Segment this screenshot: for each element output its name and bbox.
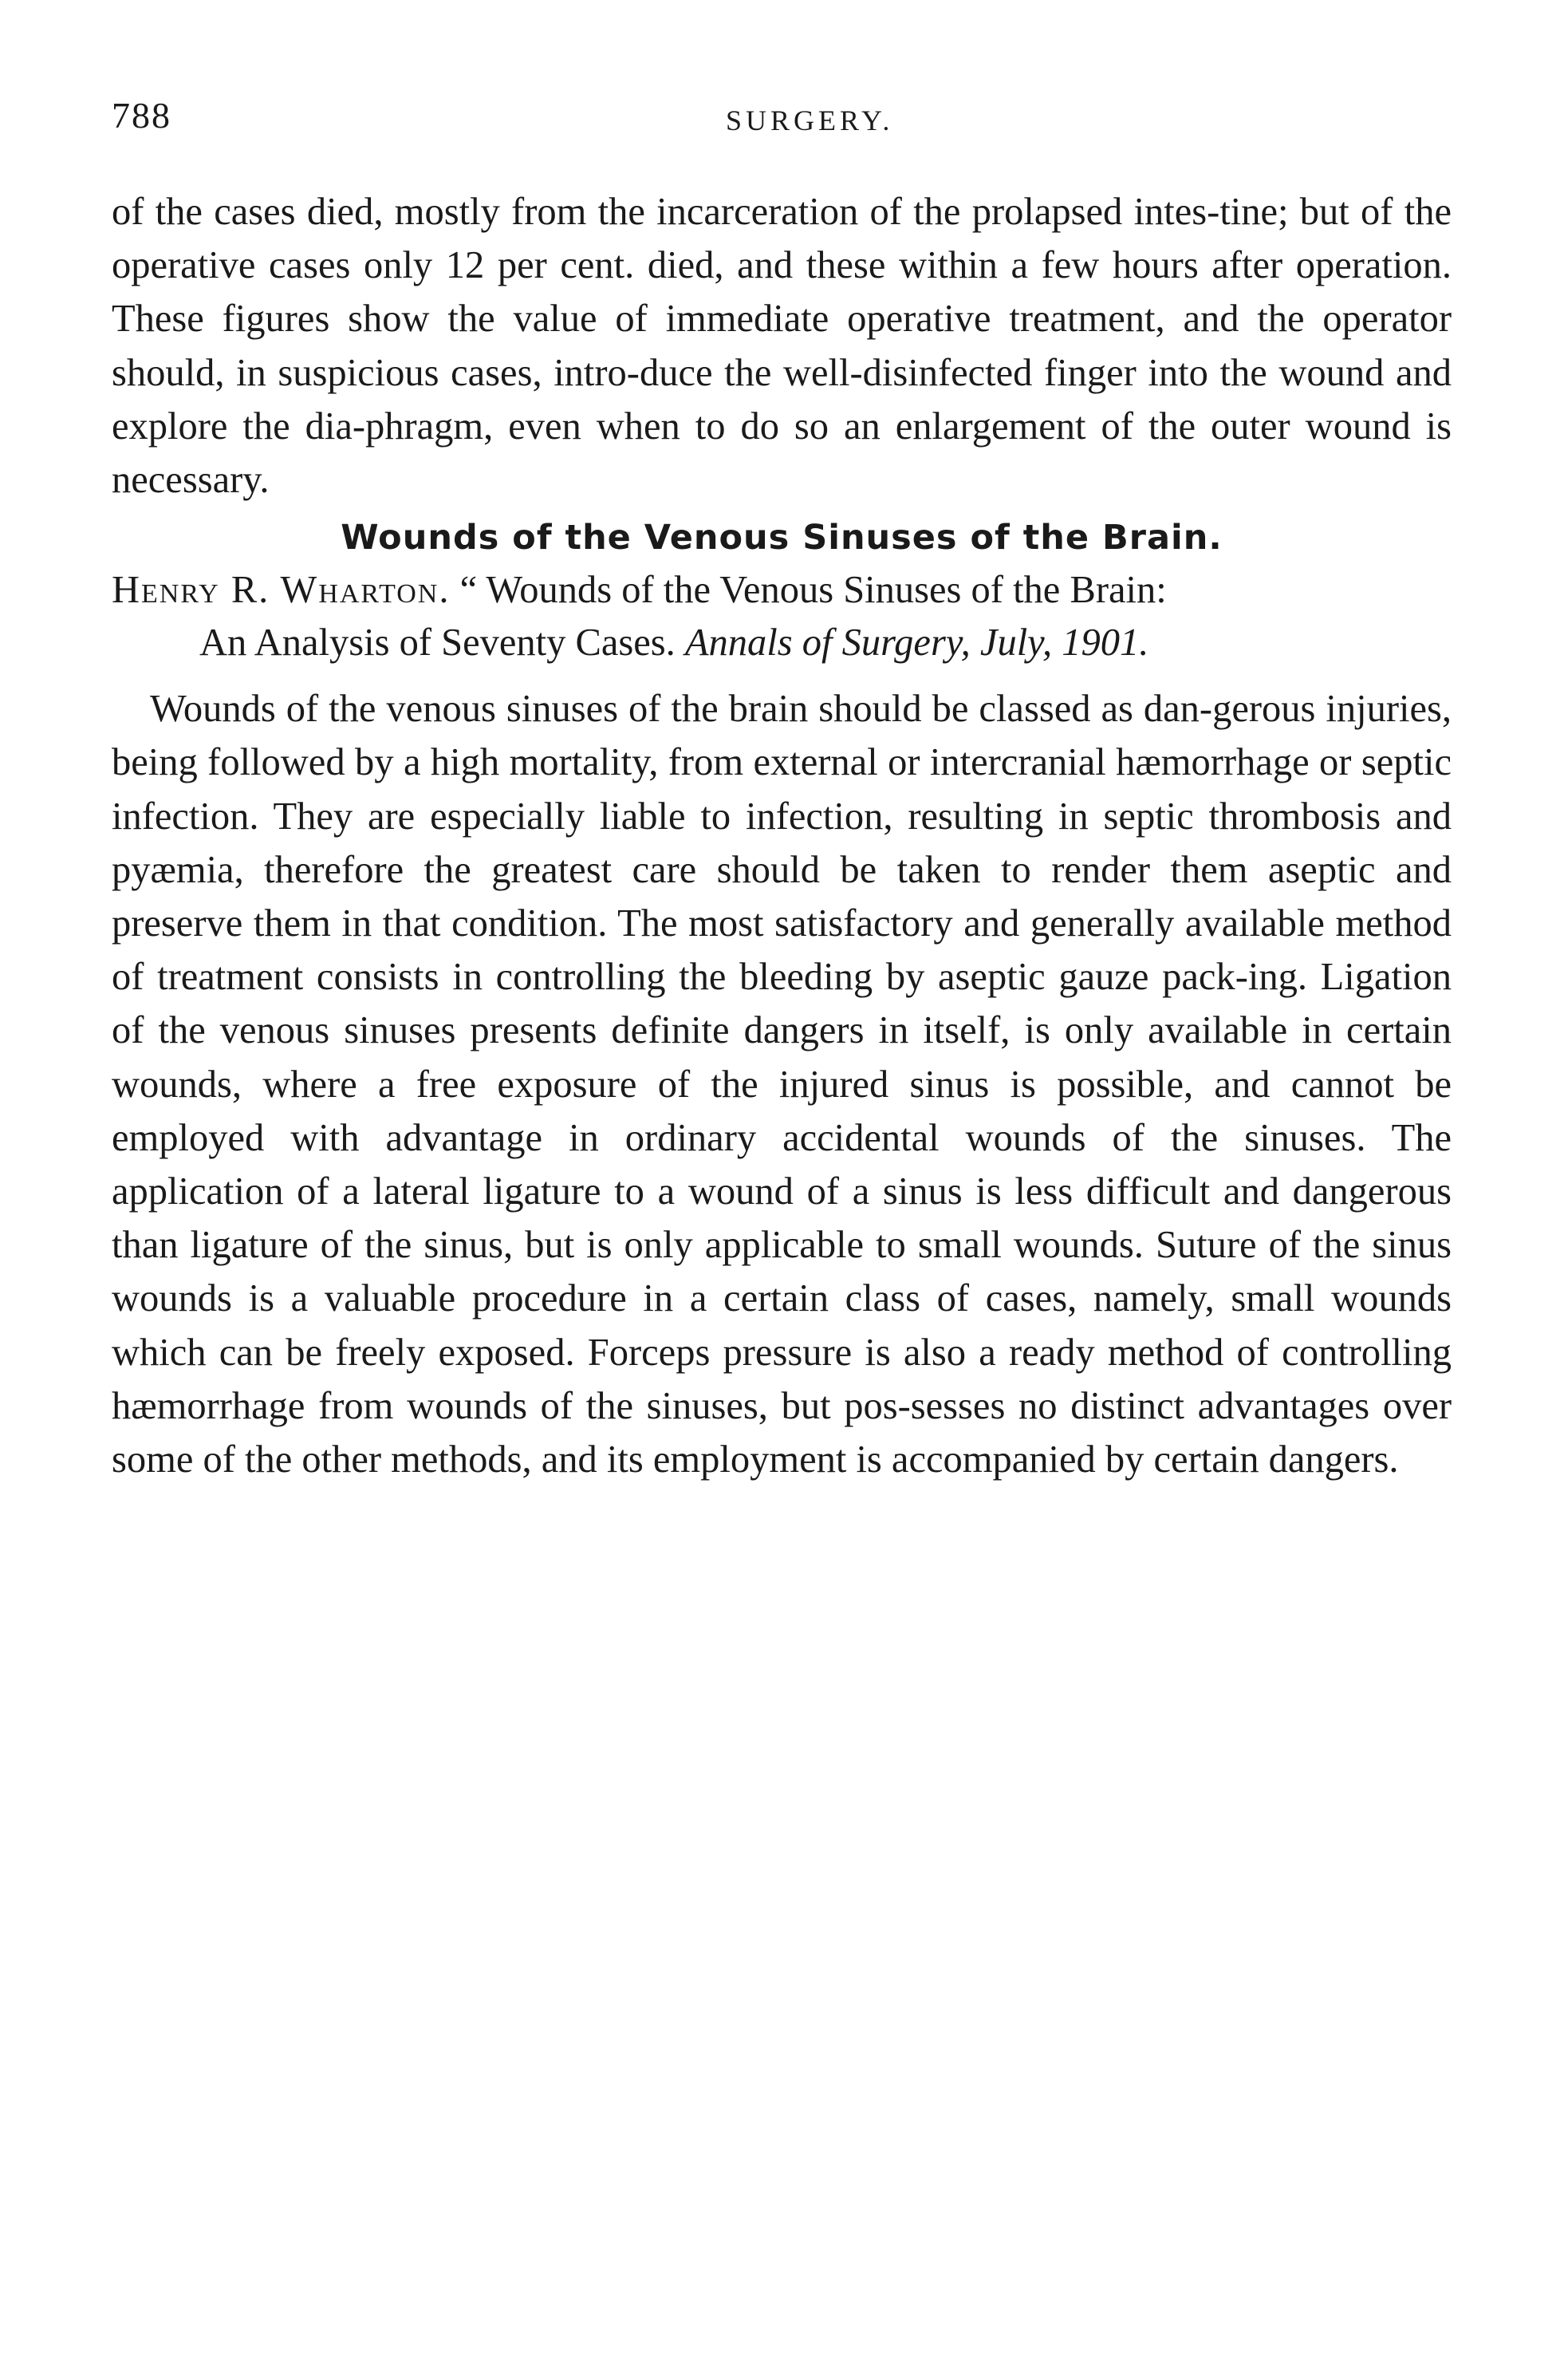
citation-journal: Annals of Surgery, July, 1901.	[684, 621, 1149, 665]
page-header	[112, 94, 1452, 158]
running-head: SURGERY.	[726, 105, 894, 136]
section-body-paragraph: Wounds of the venous sinuses of the brain should be classed as dan-gerous injuries, being followed by a high mortality, from external or intercranial hæmorrhage or septic infection. They are especially liable to infection, resulting in septic thrombosis and pyæmia, therefore the greatest care should be taken to render them aseptic and preserve them in that condition. The most satisfactory and generally available method of treatment consists in controlling the bleeding by aseptic gauze pack-ing. Ligation of the venous sinuses presents definite dangers in itself, is only available in certain wounds, where a free exposure of the injured sinus is possible, and cannot be employed with advantage in ordinary accidental wounds of the sinuses. The application of a lateral ligature to a wound of a sinus is less difficult and dangerous than ligature of the sinus, but is only applicable to small wounds. Suture of the sinus wounds is a valuable procedure in a certain class of cases, namely, small wounds which can be freely exposed. Forceps pressure is also a ready method of controlling hæmorrhage from wounds of the sinuses, but pos-sesses no distinct advantages over some of the other methods, and its employment is accompanied by certain dangers.	[112, 688, 1452, 1481]
page-number: 788	[112, 95, 171, 136]
citation	[112, 564, 1452, 669]
section-heading: Wounds of the Venous Sinuses of the Brain.	[341, 518, 1223, 558]
page-body	[112, 185, 1452, 1486]
citation-author: Henry R. Wharton.	[112, 569, 451, 612]
citation-title-line1: “ Wounds of the Venous Sinuses of the Brain:	[459, 569, 1167, 612]
continuation-paragraph: of the cases died, mostly from the incarceration of the prolapsed intes-tine; but of the operative cases only 12 per cent. died, and these within a few hours after operation. These figures show the value of immediate operative treatment, and the operator should, in suspicious cases, intro-duce the well-disinfected finger into the wound and explore the dia-phragm, even when to do so an enlargement of the outer wound is necessary.	[112, 191, 1452, 502]
citation-title-line2: An Analysis of Seventy Cases.	[199, 621, 676, 665]
citation-line2	[112, 617, 1452, 669]
